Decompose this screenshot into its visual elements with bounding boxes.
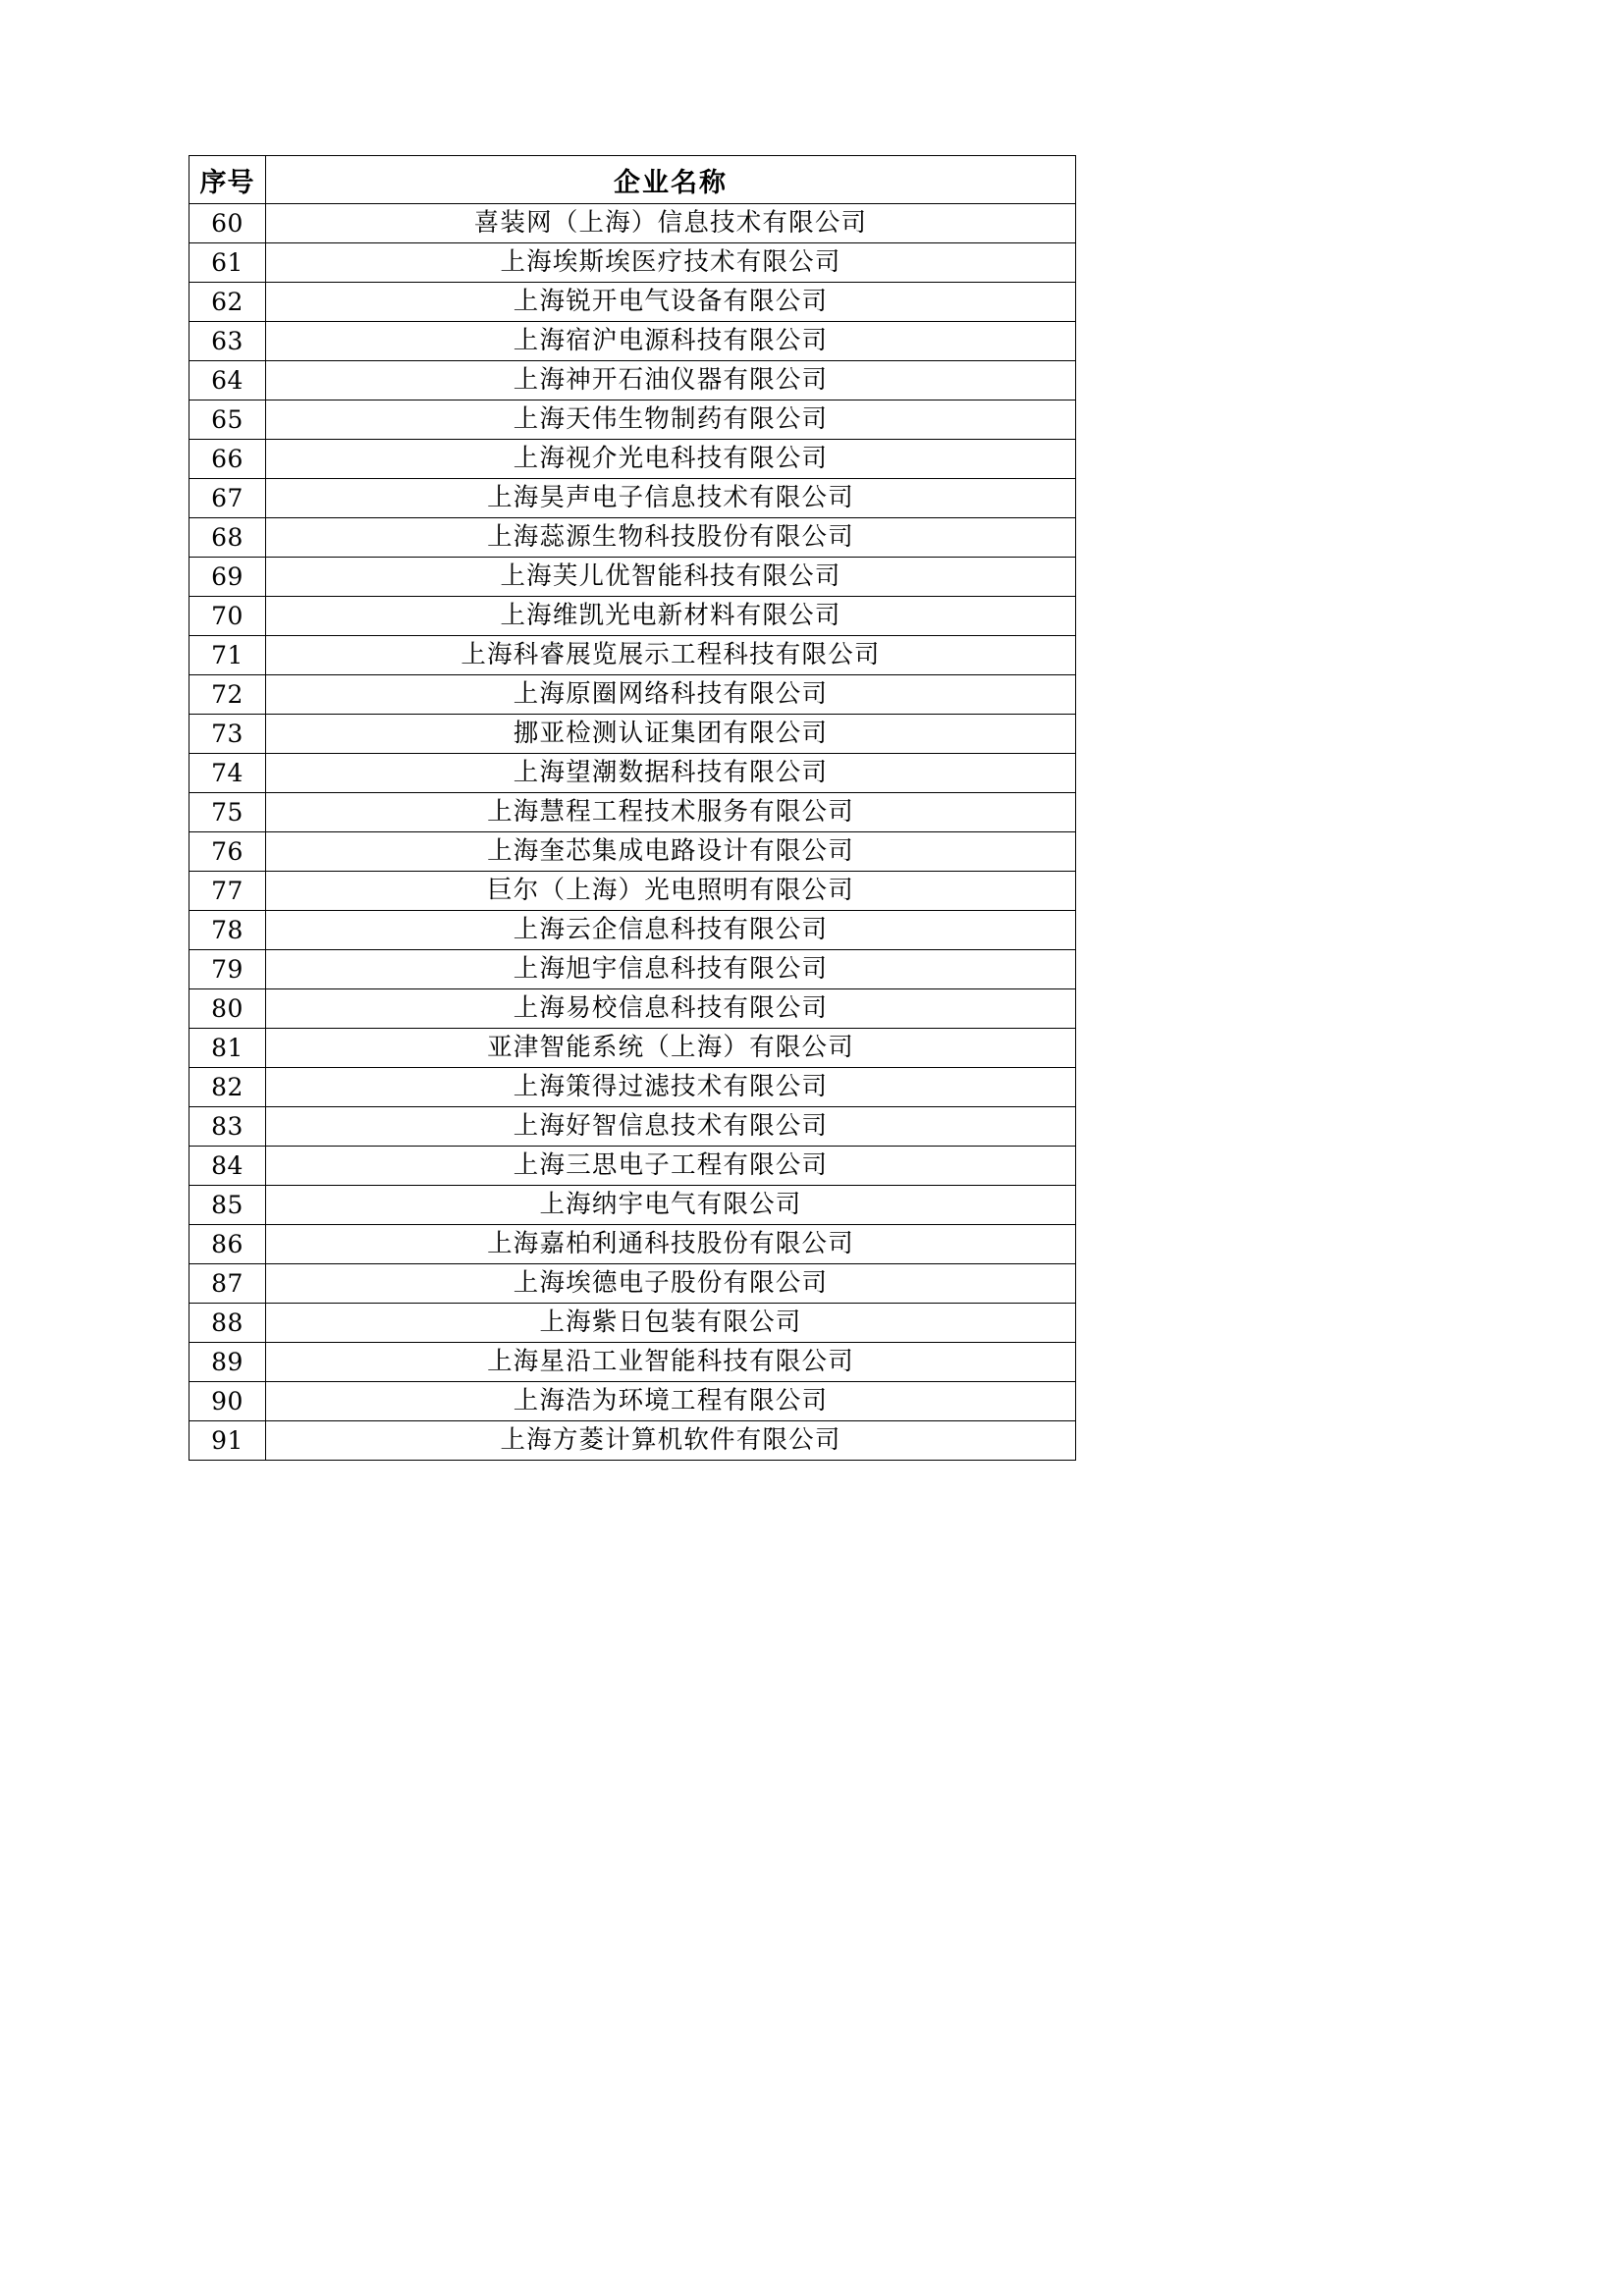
cell-index: 61 <box>189 243 266 283</box>
table-row <box>189 950 1076 989</box>
cell-index: 77 <box>189 872 266 911</box>
cell-index: 81 <box>189 1029 266 1068</box>
cell-index: 63 <box>189 322 266 361</box>
table-row <box>189 754 1076 793</box>
table-row <box>189 243 1076 283</box>
cell-enterprise-name: 上海纳宇电气有限公司 <box>266 1186 1076 1225</box>
cell-enterprise-name: 上海天伟生物制药有限公司 <box>266 400 1076 440</box>
cell-enterprise-name: 上海昊声电子信息技术有限公司 <box>266 479 1076 518</box>
cell-index: 66 <box>189 440 266 479</box>
cell-index: 88 <box>189 1304 266 1343</box>
table-row <box>189 1186 1076 1225</box>
cell-enterprise-name: 巨尔（上海）光电照明有限公司 <box>266 872 1076 911</box>
cell-index: 67 <box>189 479 266 518</box>
table-row <box>189 1068 1076 1107</box>
cell-index: 85 <box>189 1186 266 1225</box>
cell-enterprise-name: 上海易校信息科技有限公司 <box>266 989 1076 1029</box>
table-row <box>189 1421 1076 1461</box>
table-row <box>189 872 1076 911</box>
table-row <box>189 361 1076 400</box>
cell-index: 70 <box>189 597 266 636</box>
cell-index: 72 <box>189 675 266 715</box>
cell-enterprise-name: 上海原圈网络科技有限公司 <box>266 675 1076 715</box>
cell-enterprise-name: 上海慧程工程技术服务有限公司 <box>266 793 1076 832</box>
table-row <box>189 1107 1076 1147</box>
table-row <box>189 518 1076 558</box>
table-row <box>189 832 1076 872</box>
cell-enterprise-name: 挪亚检测认证集团有限公司 <box>266 715 1076 754</box>
table-row <box>189 1264 1076 1304</box>
cell-enterprise-name: 上海埃斯埃医疗技术有限公司 <box>266 243 1076 283</box>
cell-enterprise-name: 上海奎芯集成电路设计有限公司 <box>266 832 1076 872</box>
table-row <box>189 400 1076 440</box>
cell-enterprise-name: 上海三思电子工程有限公司 <box>266 1147 1076 1186</box>
cell-index: 79 <box>189 950 266 989</box>
enterprise-list-table-container <box>189 155 1075 1461</box>
cell-index: 78 <box>189 911 266 950</box>
cell-index: 73 <box>189 715 266 754</box>
table-row <box>189 322 1076 361</box>
cell-enterprise-name: 上海锐开电气设备有限公司 <box>266 283 1076 322</box>
cell-index: 89 <box>189 1343 266 1382</box>
cell-enterprise-name: 上海神开石油仪器有限公司 <box>266 361 1076 400</box>
table-row <box>189 1382 1076 1421</box>
cell-index: 82 <box>189 1068 266 1107</box>
cell-index: 86 <box>189 1225 266 1264</box>
table-row <box>189 283 1076 322</box>
cell-index: 71 <box>189 636 266 675</box>
cell-index: 87 <box>189 1264 266 1304</box>
table-row <box>189 1147 1076 1186</box>
cell-enterprise-name: 上海望潮数据科技有限公司 <box>266 754 1076 793</box>
table-row <box>189 793 1076 832</box>
cell-enterprise-name: 上海浩为环境工程有限公司 <box>266 1382 1076 1421</box>
cell-index: 83 <box>189 1107 266 1147</box>
cell-index: 90 <box>189 1382 266 1421</box>
table-row <box>189 989 1076 1029</box>
cell-index: 68 <box>189 518 266 558</box>
table-body <box>189 204 1076 1461</box>
cell-enterprise-name: 上海埃德电子股份有限公司 <box>266 1264 1076 1304</box>
table-row <box>189 1029 1076 1068</box>
table-row <box>189 597 1076 636</box>
cell-enterprise-name: 上海科睿展览展示工程科技有限公司 <box>266 636 1076 675</box>
column-header-index: 序号 <box>189 156 266 204</box>
cell-index: 60 <box>189 204 266 243</box>
table-row <box>189 479 1076 518</box>
cell-enterprise-name: 上海云企信息科技有限公司 <box>266 911 1076 950</box>
cell-enterprise-name: 上海维凯光电新材料有限公司 <box>266 597 1076 636</box>
cell-enterprise-name: 喜装网（上海）信息技术有限公司 <box>266 204 1076 243</box>
cell-index: 80 <box>189 989 266 1029</box>
cell-index: 69 <box>189 558 266 597</box>
cell-enterprise-name: 上海方菱计算机软件有限公司 <box>266 1421 1076 1461</box>
cell-enterprise-name: 上海宿沪电源科技有限公司 <box>266 322 1076 361</box>
cell-enterprise-name: 上海旭宇信息科技有限公司 <box>266 950 1076 989</box>
cell-enterprise-name: 亚津智能系统（上海）有限公司 <box>266 1029 1076 1068</box>
cell-index: 75 <box>189 793 266 832</box>
cell-enterprise-name: 上海紫日包装有限公司 <box>266 1304 1076 1343</box>
table-row <box>189 558 1076 597</box>
cell-index: 65 <box>189 400 266 440</box>
cell-enterprise-name: 上海好智信息技术有限公司 <box>266 1107 1076 1147</box>
enterprise-list-table <box>189 155 1076 1461</box>
column-header-enterprise-name: 企业名称 <box>266 156 1076 204</box>
table-row <box>189 440 1076 479</box>
cell-enterprise-name: 上海星沿工业智能科技有限公司 <box>266 1343 1076 1382</box>
table-row <box>189 636 1076 675</box>
table-row <box>189 675 1076 715</box>
table-header <box>189 156 1076 204</box>
cell-index: 84 <box>189 1147 266 1186</box>
table-row <box>189 1343 1076 1382</box>
table-row <box>189 1225 1076 1264</box>
cell-enterprise-name: 上海视介光电科技有限公司 <box>266 440 1076 479</box>
table-row <box>189 204 1076 243</box>
cell-enterprise-name: 上海芙儿优智能科技有限公司 <box>266 558 1076 597</box>
cell-index: 91 <box>189 1421 266 1461</box>
table-header-row <box>189 156 1076 204</box>
cell-index: 64 <box>189 361 266 400</box>
cell-index: 76 <box>189 832 266 872</box>
table-row <box>189 911 1076 950</box>
cell-enterprise-name: 上海蕊源生物科技股份有限公司 <box>266 518 1076 558</box>
cell-enterprise-name: 上海嘉柏利通科技股份有限公司 <box>266 1225 1076 1264</box>
table-row <box>189 1304 1076 1343</box>
cell-index: 74 <box>189 754 266 793</box>
cell-index: 62 <box>189 283 266 322</box>
cell-enterprise-name: 上海策得过滤技术有限公司 <box>266 1068 1076 1107</box>
table-row <box>189 715 1076 754</box>
